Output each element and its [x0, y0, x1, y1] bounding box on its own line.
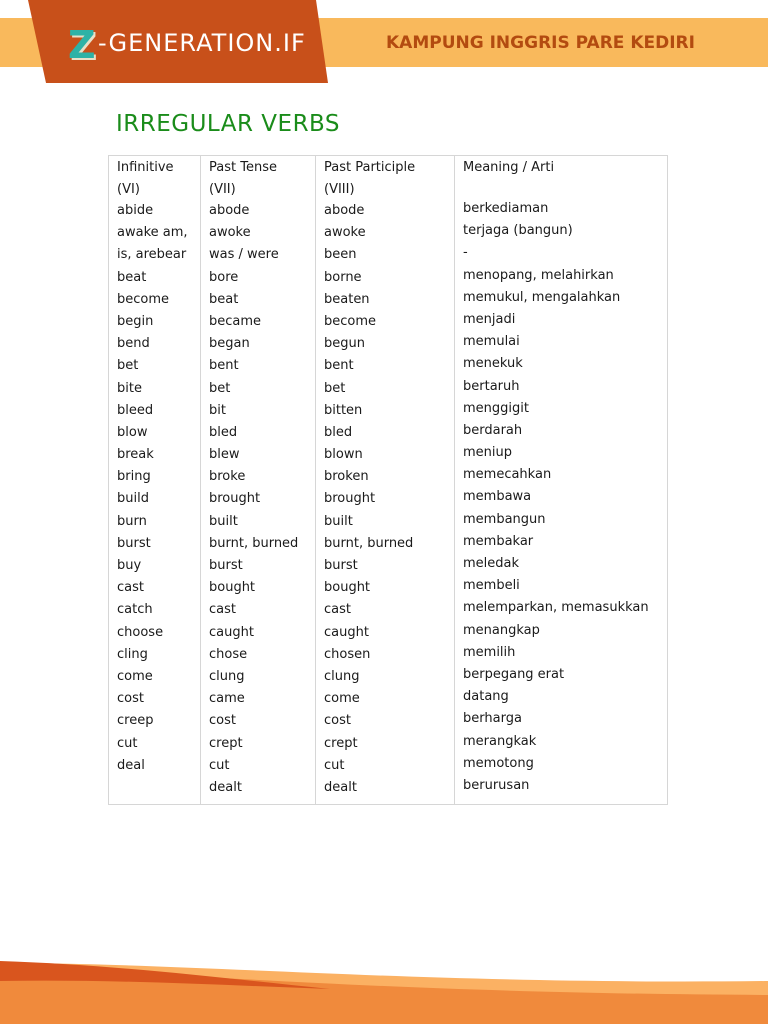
column-infinitive [109, 156, 201, 804]
table-cell: blown [324, 447, 363, 463]
table-cell: came [209, 691, 245, 707]
table-cell: melemparkan, memasukkan [463, 600, 649, 616]
past-tense-list [209, 200, 298, 799]
table-cell: broken [324, 469, 369, 485]
header-label: Past Tense [209, 160, 277, 175]
table-cell: blew [209, 447, 240, 463]
past-participle-list [324, 200, 413, 799]
table-cell: bet [324, 380, 346, 396]
header-label: Past Participle [324, 160, 416, 175]
table-cell: bring [117, 469, 151, 485]
table-cell: merangkak [463, 733, 537, 749]
table-cell: awake am, [117, 225, 188, 241]
table-cell: membakar [463, 533, 534, 549]
table-cell: abode [209, 203, 250, 218]
table-cell: dealt [324, 779, 357, 795]
table-cell: menangkap [463, 622, 540, 638]
table-cell: burn [117, 513, 147, 529]
table-cell: cast [324, 602, 351, 618]
table-cell: caught [209, 624, 254, 640]
table-cell: bled [209, 424, 238, 440]
table-cell: been [324, 247, 357, 263]
table-cell: is, arebear [117, 247, 187, 263]
table-cell: burst [117, 535, 151, 551]
column-header-past-tense [209, 157, 277, 201]
table-cell: beat [117, 269, 147, 285]
table-cell: meniup [463, 445, 513, 461]
form-roman: II [222, 182, 231, 197]
table-cell: burst [324, 558, 358, 573]
table-cell: awoke [324, 225, 366, 241]
table-cell: menjadi [463, 311, 516, 327]
table-cell: cost [117, 691, 144, 707]
table-cell: bought [324, 580, 371, 596]
form-close: ) [134, 182, 140, 197]
form-close: ) [349, 182, 355, 197]
table-cell: blow [117, 424, 148, 440]
table-cell: became [209, 313, 262, 329]
form-prefix: (V [324, 182, 338, 197]
header-label: Infinitive [117, 160, 174, 175]
table-cell: bitten [324, 402, 363, 418]
table-cell: bite [117, 380, 142, 396]
table-cell: terjaga (bangun) [463, 223, 573, 239]
table-cell: cut [209, 757, 230, 773]
table-cell: bertaruh [463, 378, 520, 394]
table-cell: membeli [463, 578, 520, 594]
table-cell: datang [463, 689, 509, 705]
table-cell: memilih [463, 644, 516, 660]
brand-name: -GENERATION.IF [98, 29, 306, 57]
table-cell: clung [209, 668, 245, 684]
table-cell: bent [209, 358, 239, 374]
table-cell: buy [117, 558, 142, 573]
table-cell: cut [324, 757, 345, 773]
table-cell: cast [117, 580, 144, 596]
table-cell: build [117, 491, 149, 507]
table-cell: berkediaman [463, 201, 549, 216]
meaning-list [463, 198, 649, 797]
table-cell: brought [209, 491, 261, 507]
form-close: ) [230, 182, 236, 197]
page-title: IRREGULAR VERBS [116, 111, 341, 137]
table-cell: come [324, 691, 360, 707]
table-cell: break [117, 447, 154, 463]
table-cell: memulai [463, 334, 520, 350]
table-cell: bled [324, 424, 353, 440]
table-cell: bend [117, 336, 150, 352]
tagline: KAMPUNG INGGRIS PARE KEDIRI [386, 33, 695, 53]
form-roman: III [337, 182, 350, 197]
table-cell: bet [209, 380, 231, 396]
table-cell: bit [209, 402, 226, 418]
column-past-participle [316, 156, 455, 804]
table-cell: dealt [209, 779, 242, 795]
header-form [324, 179, 415, 201]
header-label: Meaning / Arti [463, 160, 555, 175]
table-cell: burnt, burned [209, 535, 299, 551]
table-cell: caught [324, 624, 369, 640]
table-cell: burst [209, 558, 243, 573]
header-form [117, 179, 174, 201]
table-cell: become [117, 291, 170, 307]
table-cell: brought [324, 491, 376, 507]
table-cell: cost [324, 713, 351, 729]
column-meaning [455, 156, 668, 804]
table-cell: berpegang erat [463, 666, 565, 682]
table-cell: abide [117, 203, 154, 218]
table-cell: catch [117, 602, 153, 618]
table-cell: become [324, 313, 377, 329]
irregular-verbs-table [108, 155, 668, 805]
column-header-infinitive [117, 157, 174, 201]
table-cell: membangun [463, 511, 546, 527]
table-cell: chose [209, 646, 248, 662]
table-cell: menekuk [463, 356, 523, 372]
table-cell: menopang, melahirkan [463, 267, 614, 283]
footer-wave [0, 955, 768, 1024]
table-cell: memotong [463, 755, 534, 771]
table-cell: crept [209, 735, 243, 751]
table-cell: creep [117, 713, 154, 729]
table-cell: built [209, 513, 238, 529]
table-cell: built [324, 513, 353, 529]
table-cell: abode [324, 203, 365, 218]
table-cell: choose [117, 624, 164, 640]
table-cell: bent [324, 358, 354, 374]
table-cell: bleed [117, 402, 154, 418]
form-prefix: (V [209, 182, 223, 197]
column-past-tense [201, 156, 316, 804]
table-cell: beat [209, 291, 239, 307]
table-cell: borne [324, 269, 362, 285]
form-roman: I [130, 182, 135, 197]
table-cell: chosen [324, 646, 371, 662]
table-cell: come [117, 668, 153, 684]
table-cell: membawa [463, 489, 532, 505]
table-cell: broke [209, 469, 246, 485]
table-cell: berharga [463, 711, 522, 727]
table-cell: beaten [324, 291, 370, 307]
table-cell: bore [209, 269, 239, 285]
table-cell: menggigit [463, 400, 529, 416]
table-cell: - [463, 245, 468, 261]
column-header-past-participle [324, 157, 415, 201]
table-cell: was / were [209, 247, 279, 263]
table-cell: begun [324, 336, 365, 352]
table-cell: begin [117, 313, 154, 329]
table-cell: memecahkan [463, 467, 552, 483]
table-cell: awoke [209, 225, 251, 241]
infinitive-list [117, 200, 188, 777]
table-cell: meledak [463, 556, 520, 571]
table-cell: berurusan [463, 777, 530, 793]
table-cell: cling [117, 646, 148, 662]
header-form [209, 179, 277, 201]
form-prefix: (V [117, 182, 131, 197]
column-header-meaning [463, 157, 554, 179]
logo-z-icon: Z [68, 23, 96, 67]
table-cell: clung [324, 668, 360, 684]
table-cell: deal [117, 757, 145, 773]
table-cell: cost [209, 713, 236, 729]
table-cell: burnt, burned [324, 535, 414, 551]
table-cell: berdarah [463, 422, 523, 438]
table-cell: bet [117, 358, 139, 374]
table-cell: cut [117, 735, 138, 751]
table-cell: crept [324, 735, 358, 751]
table-cell: began [209, 336, 250, 352]
table-cell: memukul, mengalahkan [463, 289, 621, 305]
table-cell: cast [209, 602, 236, 618]
table-cell: bought [209, 580, 256, 596]
